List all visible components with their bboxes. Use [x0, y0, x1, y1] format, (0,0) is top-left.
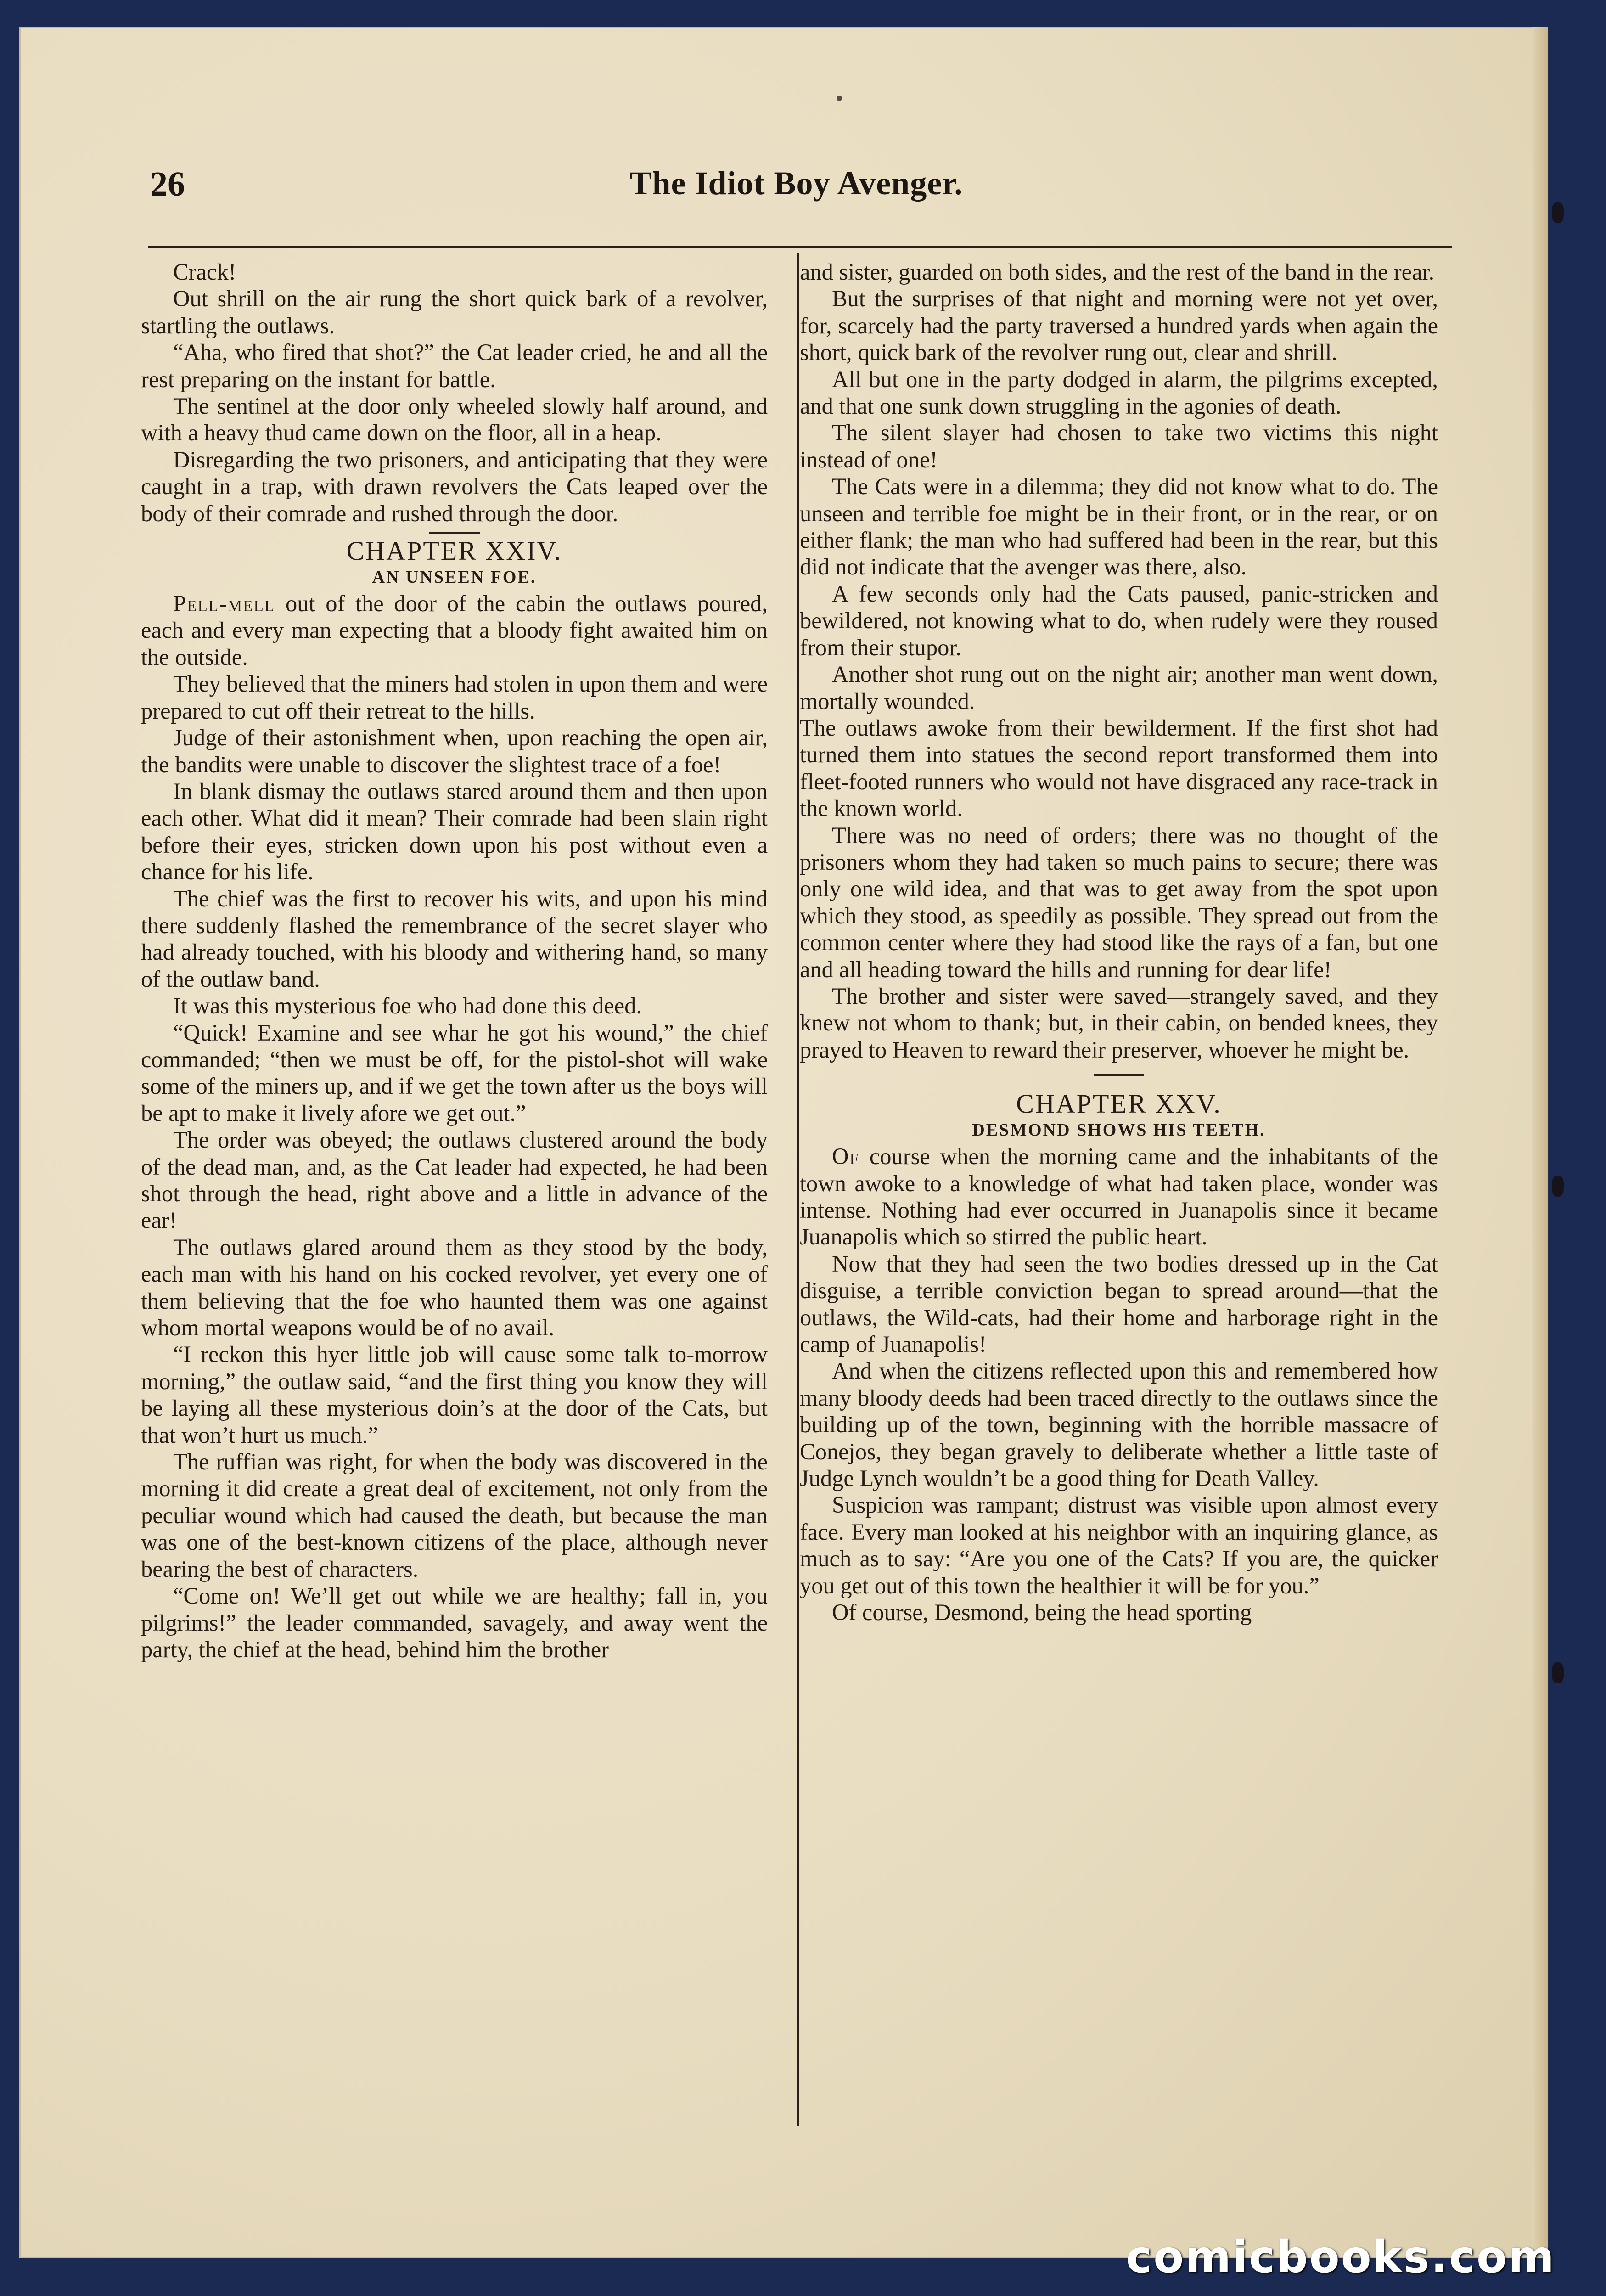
- binding-staple: [1552, 1662, 1564, 1683]
- binding-staple: [1552, 1176, 1564, 1197]
- paragraph: Disregarding the two prisoners, and anticipating that they were caught in a trap, with drawn revolvers the Cats leaped over the body of their comrade and rushed through the door.: [141, 446, 768, 526]
- paragraph: And when the citizens reflected upon this and remembered how many bloody deeds had been traced directly to the outlaws since the building up of the town, beginning with the horrible massacre of Conejos, they began gravely to deliberate whether a little taste of Judge Lynch wouldn’t be a good thing for Death Valley.: [800, 1358, 1438, 1491]
- paragraph: The chief was the first to recover his wits, and upon his mind there suddenly flashed the remembrance of the secret slayer who had already touched, with his bloody and withering hand, so many of the outlaw band.: [141, 885, 768, 992]
- chapter-title: CHAPTER XXV.: [1016, 1089, 1222, 1119]
- paragraph: Suspicion was rampant; distrust was visible upon almost every face. Every man looked at his neighbor with an inquiring glance, as much as to say: “Are you one of the Cats? If you are, the quicker you get out of this town the healthier it will be for you.”: [800, 1492, 1438, 1598]
- paragraph: The outlaws awoke from their bewilderment. If the first shot had turned them into statues the second report transformed them into fleet-footed runners who would not have disgraced any race-track in the known world.: [800, 715, 1438, 822]
- lead-word: Pell-mell: [173, 591, 275, 617]
- chapter-rule: [1094, 1074, 1144, 1076]
- magazine-page: [19, 27, 1548, 2258]
- lead-word: Of: [832, 1143, 859, 1170]
- column-divider: [797, 253, 799, 2126]
- binding-staple: [1552, 202, 1564, 223]
- paragraph: Of course, Desmond, being the head sporting: [832, 1599, 1252, 1626]
- paragraph: “I reckon this hyer little job will cause some talk to-morrow morning,” the outlaw said, “and the first thing you know they will be laying all these mysterious doin’s at the door of the Cats, but that won’t hurt us much.”: [141, 1341, 768, 1448]
- paragraph: They believed that the miners had stolen in upon them and were prepared to cut off their retreat to the hills.: [141, 671, 768, 724]
- paragraph: [800, 1143, 1438, 1250]
- header-rule: [148, 246, 1452, 248]
- paragraph: The ruffian was right, for when the body was discovered in the morning it did create a great deal of excitement, not only from the peculiar wound which had caused the death, but because the man was one of the best-known citizens of the place, although never bearing the best of characters.: [141, 1449, 768, 1582]
- page-number: 26: [150, 165, 185, 203]
- paragraph: In blank dismay the outlaws stared around them and then upon each other. What did it mean? Their comrade had been slain right before their eyes, stricken down upon his post without even a chance for his life.: [141, 778, 768, 885]
- paragraph: [141, 590, 768, 670]
- paragraph: Another shot rung out on the night air; another man went down, mortally wounded.: [800, 661, 1438, 714]
- page-edge: [1532, 27, 1548, 2258]
- paragraph: It was this mysterious foe who had done this deed.: [173, 993, 642, 1019]
- paragraph: The Cats were in a dilemma; they did not know what to do. The unseen and terrible foe might be in their front, or in the rear, or on either flank; the man who had suffered had been in the rear, but this did not indicate that the avenger was there, also.: [800, 473, 1438, 580]
- chapter-title: CHAPTER XXIV.: [346, 536, 562, 566]
- right-column: [800, 259, 1438, 2169]
- paragraph: Out shrill on the air rung the short quick bark of a revolver, startling the outlaws.: [141, 286, 768, 338]
- paragraph: and sister, guarded on both sides, and the rest of the band in the rear.: [800, 259, 1435, 285]
- paragraph: Now that they had seen the two bodies dressed up in the Cat disguise, a terrible conviction began to spread around—that the outlaws, the Wild-cats, had their home and harborage right in the camp of Juanapolis!: [800, 1250, 1438, 1357]
- chapter-subtitle: AN UNSEEN FOE.: [372, 568, 537, 587]
- paragraph: All but one in the party dodged in alarm, the pilgrims excepted, and that one sunk down struggling in the agonies of death.: [800, 366, 1438, 419]
- paragraph: Judge of their astonishment when, upon reaching the open air, the bandits were unable to discover the slightest trace of a foe!: [141, 725, 768, 777]
- paragraph: There was no need of orders; there was no thought of the prisoners whom they had taken so much pains to secure; there was only one wild idea, and that was to get away from the spot upon which they stood, as speedily as possible. They spread out from the common center where they had stood like the rays of a fan, but one and all heading toward the hills and running for dear life!: [800, 822, 1438, 982]
- paragraph-text: course when the morning came and the inhabitants of the town awoke to a knowledge of what had taken place, wonder was intense. Nothing had ever occurred in Juanapolis since it became Juanapolis which so stirred the public heart.: [800, 1143, 1438, 1250]
- paragraph: The order was obeyed; the outlaws clustered around the body of the dead man, and, as the Cat leader had expected, he had been shot through the head, right above and a little in advance of the ear!: [141, 1127, 768, 1233]
- chapter-rule: [429, 532, 480, 534]
- left-column: [141, 259, 768, 2169]
- paragraph: “Aha, who fired that shot?” the Cat leader cried, he and all the rest preparing on the instant for battle.: [141, 339, 768, 392]
- paragraph: The outlaws glared around them as they stood by the body, each man with his hand on his cocked revolver, yet every one of them believing that the foe who haunted them was one against whom mortal weapons would be of no avail.: [141, 1234, 768, 1341]
- paragraph: Crack!: [173, 259, 236, 285]
- paragraph: “Come on! We’ll get out while we are healthy; fall in, you pilgrims!” the leader commanded, savagely, and away went the party, the chief at the head, behind him the brother: [141, 1583, 768, 1662]
- chapter-subtitle: DESMOND SHOWS HIS TEETH.: [972, 1120, 1266, 1140]
- paragraph: “Quick! Examine and see whar he got his wound,” the chief commanded; “then we must be off, for the pistol-shot will wake some of the miners up, and if we get the town after us the boys will be apt to make it lively afore we get out.”: [141, 1019, 768, 1126]
- watermark: comicbooks.com: [1126, 2231, 1555, 2283]
- paragraph: The silent slayer had chosen to take two victims this night instead of one!: [800, 420, 1438, 473]
- paragraph: The sentinel at the door only wheeled slowly half around, and with a heavy thud came down on the floor, all in a heap.: [141, 393, 768, 446]
- page-header: [150, 164, 1443, 229]
- paragraph: The brother and sister were saved—strangely saved, and they knew not whom to thank; but, in their cabin, on bended knees, they prayed to Heaven to reward their preserver, whoever he might be.: [800, 983, 1438, 1063]
- running-title: The Idiot Boy Avenger.: [629, 165, 963, 202]
- paragraph-text: out of the door of the cabin the outlaws poured, each and every man expecting that a bloody fight awaited him on the outside.: [141, 591, 768, 670]
- paragraph: But the surprises of that night and morning were not yet over, for, scarcely had the party traversed a hundred yards when again the short, quick bark of the revolver rung out, clear and shrill.: [800, 286, 1438, 366]
- paragraph: A few seconds only had the Cats paused, panic-stricken and bewildered, not knowing what to do, when rudely were they roused from their stupor.: [800, 580, 1438, 660]
- printing-dot: [837, 96, 842, 101]
